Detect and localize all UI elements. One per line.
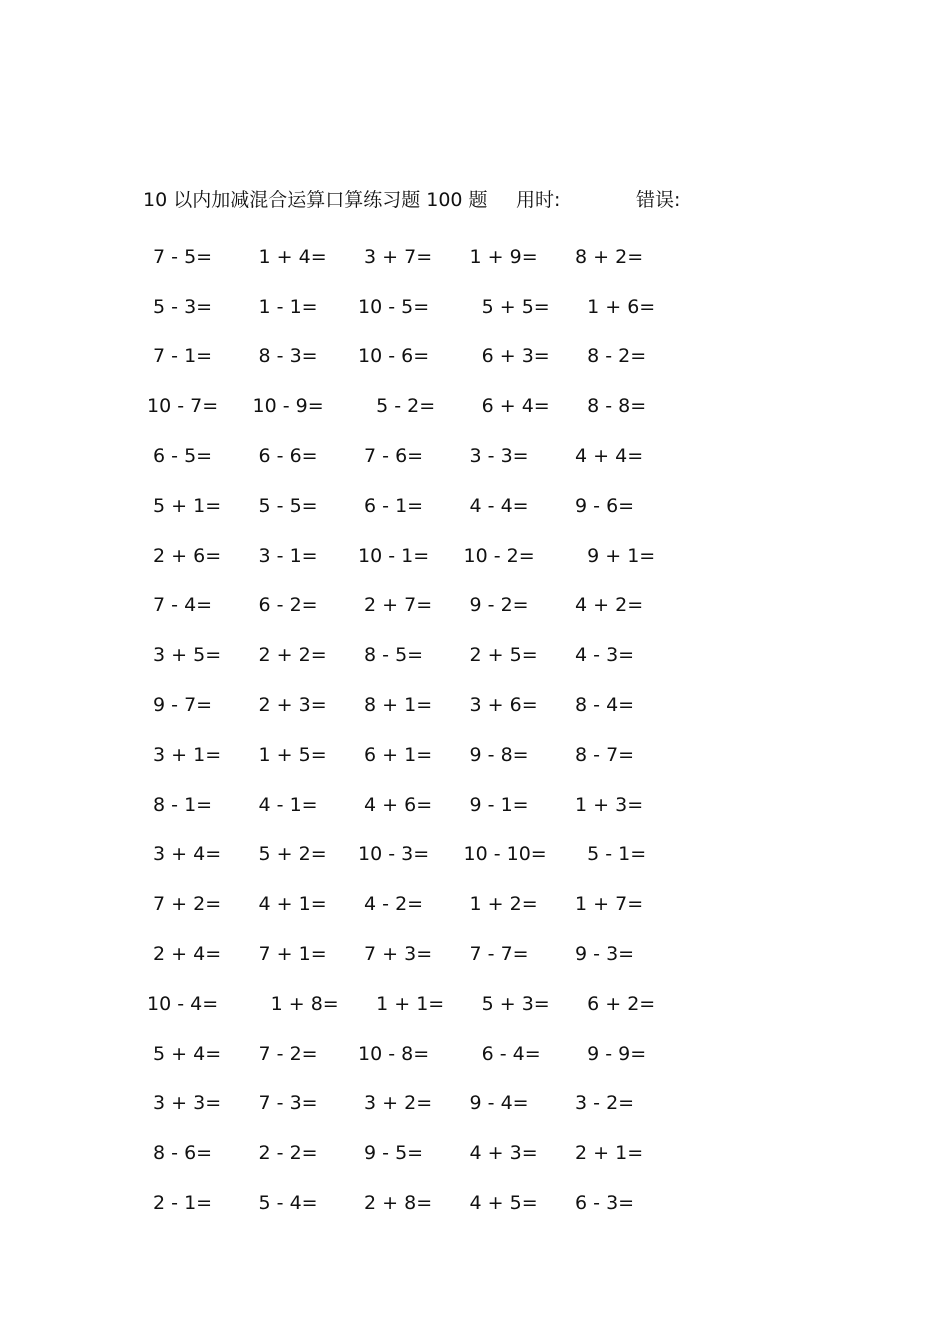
problem-item: 2 + 7=	[358, 594, 433, 617]
problem-item: 9 - 5=	[358, 1142, 424, 1165]
problem-item: 7 - 3=	[252, 1092, 318, 1115]
problem-item: 10 - 8=	[358, 1042, 430, 1065]
problem-item: 1 - 1=	[252, 295, 318, 318]
problem-item: 4 + 1=	[252, 893, 327, 916]
problem-item: 10 - 9=	[252, 395, 324, 418]
problem-item: 6 - 6=	[252, 445, 318, 468]
errors-label: 错误:	[636, 189, 681, 211]
problem-item: 10 - 1=	[358, 544, 430, 567]
problem-item: 7 + 3=	[358, 943, 433, 966]
problem-item: 3 - 3=	[463, 445, 529, 468]
problem-item: 5 + 5=	[463, 295, 550, 318]
problem-row	[147, 481, 687, 531]
problem-row	[147, 780, 687, 830]
problem-item: 8 - 1=	[147, 793, 213, 816]
problem-item: 3 + 1=	[147, 743, 222, 766]
problem-item: 1 + 9=	[463, 245, 538, 268]
problem-grid	[147, 232, 687, 1232]
problem-item: 4 - 3=	[569, 644, 635, 667]
problem-item: 10 - 5=	[358, 295, 430, 318]
problem-item: 7 - 5=	[147, 245, 213, 268]
worksheet-title: 10 以内加减混合运算口算练习题 100 题	[143, 189, 488, 211]
problem-row	[147, 1029, 687, 1079]
problem-item: 10 - 2=	[463, 544, 535, 567]
problem-row	[147, 232, 687, 282]
problem-item: 1 + 3=	[569, 793, 644, 816]
problem-row	[147, 282, 687, 332]
problem-item: 3 + 7=	[358, 245, 433, 268]
problem-row	[147, 332, 687, 382]
problem-item: 1 + 2=	[463, 893, 538, 916]
problem-item: 9 - 7=	[147, 694, 213, 717]
problem-item: 8 - 2=	[569, 345, 647, 368]
problem-item: 6 - 4=	[463, 1042, 541, 1065]
problem-item: 7 - 6=	[358, 445, 424, 468]
problem-item: 8 - 4=	[569, 694, 635, 717]
problem-item: 6 - 2=	[252, 594, 318, 617]
problem-row	[147, 879, 687, 929]
problem-row	[147, 929, 687, 979]
problem-item: 2 - 2=	[252, 1142, 318, 1165]
problem-item: 9 - 9=	[569, 1042, 647, 1065]
problem-row	[147, 680, 687, 730]
problem-item: 10 - 3=	[358, 843, 430, 866]
problem-item: 3 + 5=	[147, 644, 222, 667]
problem-item: 3 + 6=	[463, 694, 538, 717]
problem-item: 8 - 5=	[358, 644, 424, 667]
problem-item: 7 - 2=	[252, 1042, 318, 1065]
problem-item: 5 - 4=	[252, 1192, 318, 1215]
problem-item: 6 - 1=	[358, 494, 424, 517]
problem-row	[147, 381, 687, 431]
problem-item: 8 - 7=	[569, 743, 635, 766]
problem-item: 3 - 1=	[252, 544, 318, 567]
problem-item: 4 - 4=	[463, 494, 529, 517]
problem-row	[147, 730, 687, 780]
problem-item: 9 - 1=	[463, 793, 529, 816]
problem-item: 6 + 3=	[463, 345, 550, 368]
worksheet-header	[143, 186, 743, 214]
problem-item: 9 - 3=	[569, 943, 635, 966]
problem-item: 8 - 6=	[147, 1142, 213, 1165]
problem-item: 4 + 4=	[569, 445, 644, 468]
problem-item: 2 - 1=	[147, 1192, 213, 1215]
problem-row	[147, 630, 687, 680]
problem-item: 1 + 8=	[252, 992, 339, 1015]
problem-item: 9 - 4=	[463, 1092, 529, 1115]
problem-item: 2 + 5=	[463, 644, 538, 667]
problem-item: 4 + 6=	[358, 793, 433, 816]
problem-item: 5 - 3=	[147, 295, 213, 318]
problem-row	[147, 1128, 687, 1178]
problem-item: 4 - 1=	[252, 793, 318, 816]
problem-item: 5 + 4=	[147, 1042, 222, 1065]
problem-item: 2 + 3=	[252, 694, 327, 717]
problem-item: 5 - 5=	[252, 494, 318, 517]
problem-item: 7 + 1=	[252, 943, 327, 966]
problem-item: 4 + 3=	[463, 1142, 538, 1165]
problem-row	[147, 830, 687, 880]
problem-item: 4 + 5=	[463, 1192, 538, 1215]
problem-item: 2 + 4=	[147, 943, 222, 966]
problem-item: 3 + 3=	[147, 1092, 222, 1115]
problem-item: 7 - 7=	[463, 943, 529, 966]
problem-row	[147, 431, 687, 481]
problem-item: 2 + 2=	[252, 644, 327, 667]
problem-item: 5 + 2=	[252, 843, 327, 866]
problem-item: 9 - 8=	[463, 743, 529, 766]
problem-item: 1 + 1=	[358, 992, 445, 1015]
problem-item: 8 + 2=	[569, 245, 644, 268]
problem-row	[147, 1079, 687, 1129]
problem-item: 5 + 1=	[147, 494, 222, 517]
problem-item: 4 + 2=	[569, 594, 644, 617]
problem-item: 1 + 5=	[252, 743, 327, 766]
problem-item: 7 - 4=	[147, 594, 213, 617]
problem-item: 10 - 4=	[147, 992, 219, 1015]
problem-item: 2 + 6=	[147, 544, 222, 567]
problem-row	[147, 581, 687, 631]
problem-item: 9 - 2=	[463, 594, 529, 617]
problem-item: 9 - 6=	[569, 494, 635, 517]
problem-item: 6 - 5=	[147, 445, 213, 468]
problem-item: 2 + 1=	[569, 1142, 644, 1165]
problem-item: 1 + 6=	[569, 295, 656, 318]
problem-item: 1 + 4=	[252, 245, 327, 268]
problem-item: 3 - 2=	[569, 1092, 635, 1115]
problem-item: 3 + 4=	[147, 843, 222, 866]
problem-item: 10 - 10=	[463, 843, 547, 866]
problem-item: 10 - 7=	[147, 395, 219, 418]
problem-item: 6 + 2=	[569, 992, 656, 1015]
problem-row	[147, 1178, 687, 1228]
problem-item: 6 + 1=	[358, 743, 433, 766]
problem-item: 8 - 3=	[252, 345, 318, 368]
problem-item: 7 - 1=	[147, 345, 213, 368]
problem-item: 5 - 2=	[358, 395, 436, 418]
problem-item: 1 + 7=	[569, 893, 644, 916]
problem-item: 6 - 3=	[569, 1192, 635, 1215]
problem-row	[147, 979, 687, 1029]
problem-item: 7 + 2=	[147, 893, 222, 916]
problem-item: 8 + 1=	[358, 694, 433, 717]
problem-item: 5 - 1=	[569, 843, 647, 866]
problem-row	[147, 531, 687, 581]
problem-item: 10 - 6=	[358, 345, 430, 368]
problem-item: 8 - 8=	[569, 395, 647, 418]
problem-item: 4 - 2=	[358, 893, 424, 916]
problem-item: 2 + 8=	[358, 1192, 433, 1215]
problem-item: 6 + 4=	[463, 395, 550, 418]
problem-item: 5 + 3=	[463, 992, 550, 1015]
time-used-label: 用时:	[516, 189, 561, 211]
problem-item: 3 + 2=	[358, 1092, 433, 1115]
problem-item: 9 + 1=	[569, 544, 656, 567]
